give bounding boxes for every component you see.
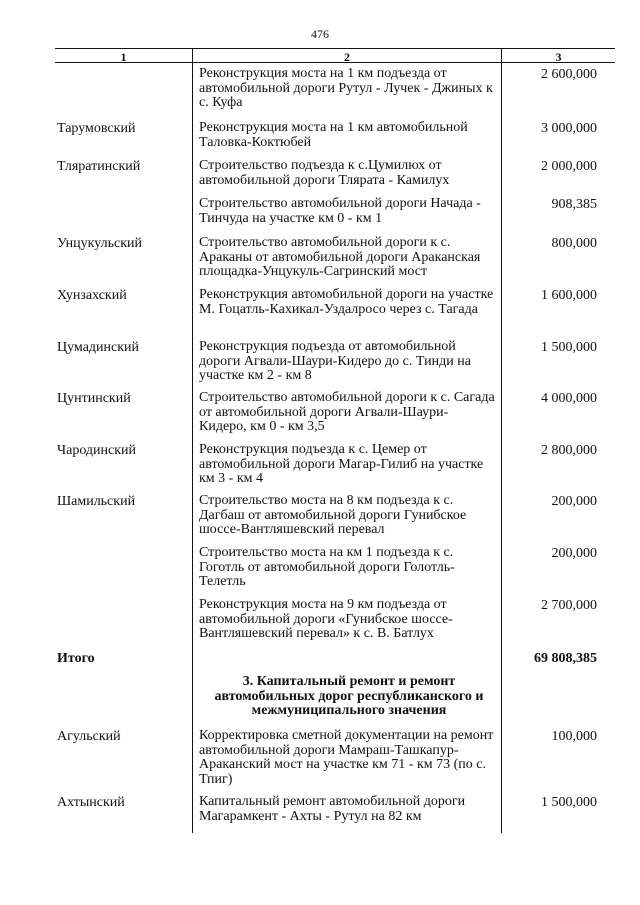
column-divider-1 (192, 48, 193, 833)
row-district: Цумадинский (57, 340, 140, 355)
total-amount: 69 808,385 (534, 651, 597, 666)
row-district: Агульский (57, 729, 121, 744)
row-amount: 4 000,000 (541, 391, 597, 406)
column-header-3: 3 (555, 50, 562, 64)
row-description: Капитальный ремонт автомобильной дороги Магарамкент - Ахты - Рутул на 82 км (199, 794, 466, 824)
row-description: Реконструкция подъезда к с. Цемер от автомобильной дороги Магар-Гилиб на участке км 3 - км 4 (199, 442, 484, 486)
row-description: Строительство моста на 8 км подъезда к с. Дагбаш от автомобильной дороги Гунибское шоссе-Вантляшевский перевал (199, 493, 467, 537)
row-description: Реконструкция подъезда от автомобильной дороги Агвали-Шаури-Кидеро до с. Тинди на участке км 2 - км 8 (199, 339, 471, 383)
row-description: Строительство автомобильной дороги к с. Сагада от автомобильной дороги Агвали-Шаури-Кидеро, км 0 - км 3,5 (199, 390, 495, 434)
row-description: Реконструкция моста на 9 км подъезда от автомобильной дороги «Гунибское шоссе-Вантляшевский перевал» к с. В. Батлух (199, 597, 453, 641)
page-number: 476 (311, 27, 329, 41)
row-description: Строительство автомобильной дороги Начада - Тинчуда на участке км 0 - км 1 (199, 196, 481, 226)
row-district: Шамильский (57, 494, 136, 509)
row-district: Хунзахский (57, 288, 127, 303)
row-description: Строительство моста на км 1 подъезда к с. Гоготль от автомобильной дороги Голотль-Телетль (199, 545, 455, 589)
row-description: Реконструкция моста на 1 км подъезда от автомобильной дороги Рутул - Лучек - Джиных к с. Куфа (199, 66, 493, 110)
table-top-border (55, 48, 615, 49)
row-amount: 200,000 (551, 494, 597, 509)
row-description: Строительство подъезда к с.Цумилюх от автомобильной дороги Тлярата - Камилух (199, 158, 450, 188)
row-district: Чародинский (57, 443, 137, 458)
section-title: 3. Капитальный ремонт и ремонт автомобильных дорог республиканского и межмуниципального значения (214, 674, 484, 718)
row-amount: 2 600,000 (541, 67, 597, 82)
row-amount: 2 700,000 (541, 598, 597, 613)
total-label: Итого (57, 651, 95, 666)
row-amount: 1 500,000 (541, 340, 597, 355)
row-amount: 1 500,000 (541, 795, 597, 810)
column-header-1: 1 (120, 50, 127, 64)
row-description: Строительство автомобильной дороги к с. Араканы от автомобильной дороги Араканская площадка-Унцукуль-Сагринский мост (199, 235, 481, 279)
row-description: Реконструкция автомобильной дороги на участке М. Гоцатль-Кахикал-Уздалросо через с. Тагада (199, 287, 494, 317)
row-amount: 800,000 (551, 236, 597, 251)
row-district: Тляратинский (57, 159, 141, 174)
row-district: Ахтынский (57, 795, 125, 810)
row-district: Унцукульский (57, 236, 143, 251)
row-amount: 1 600,000 (541, 288, 597, 303)
row-amount: 200,000 (551, 546, 597, 561)
row-amount: 2 800,000 (541, 443, 597, 458)
row-amount: 100,000 (551, 729, 597, 744)
row-district: Тарумовский (57, 121, 136, 136)
row-description: Реконструкция моста на 1 км автомобильной Таловка-Коктюбей (199, 120, 468, 150)
row-amount: 908,385 (551, 197, 597, 212)
row-amount: 2 000,000 (541, 159, 597, 174)
row-description: Корректировка сметной документации на ремонт автомобильной дороги Мамраш-Ташкапур-Араканский мост на участке км 71 - км 73 (по с. Тпиг) (199, 728, 494, 787)
column-divider-2 (501, 48, 502, 833)
row-amount: 3 000,000 (541, 121, 597, 136)
row-district: Цунтинский (57, 391, 131, 406)
column-header-2: 2 (344, 50, 350, 64)
